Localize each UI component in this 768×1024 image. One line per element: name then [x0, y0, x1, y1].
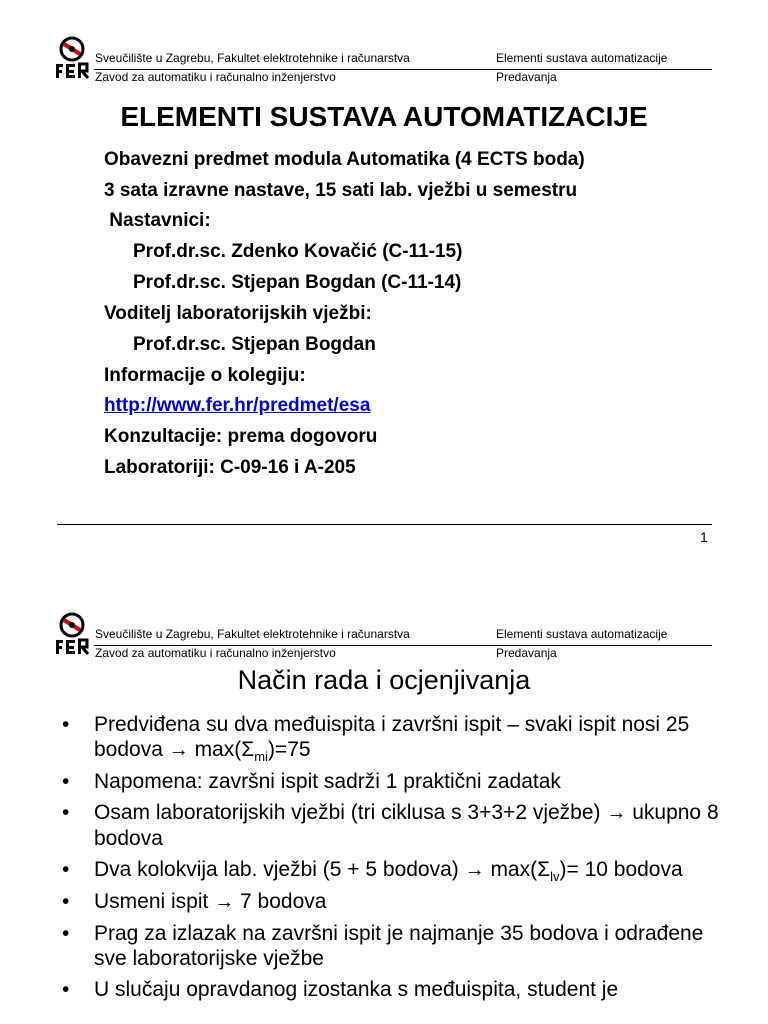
arrow-right-icon: →: [214, 891, 235, 913]
info-line: Informacije o kolegiju:: [104, 365, 306, 386]
info-line: Prof.dr.sc. Stjepan Bogdan: [133, 334, 376, 355]
bullet-icon: •: [62, 890, 70, 913]
slide-2: [0, 580, 768, 1024]
info-line: Nastavnici:: [104, 210, 211, 231]
header-department: Zavod za automatiku i računalno inženjerstvo: [95, 70, 336, 84]
bullet-icon: •: [62, 713, 70, 736]
list-item: • Predviđena su dva međuispita i završni ispit – svaki ispit nosi 25 bodova → $\max(\Sigma_{mi})=75$: [62, 713, 690, 765]
info-line: 3 sata izravne nastave, 15 sati lab. vježbi u semestru: [104, 180, 578, 201]
bullet-icon: •: [62, 922, 70, 945]
bullet-icon: •: [62, 858, 70, 881]
fer-logo-icon: [54, 612, 92, 658]
list-item: • U slučaju opravdanog izostanka s međuispita, student je: [62, 978, 619, 1001]
info-line: Prof.dr.sc. Stjepan Bogdan (C-11-14): [133, 272, 462, 293]
slide-2-title: Način rada i ocjenjivanja: [237, 665, 531, 695]
header-type: Predavanja: [496, 70, 557, 84]
slide-1-title: ELEMENTI SUSTAVA AUTOMATIZACIJE: [120, 101, 648, 132]
list-item: • Dva kolokvija lab. vježbi (5 + 5 bodova) → $\max(\Sigma_{lv})= 10$ bodova: [62, 858, 683, 885]
sigma-symbol: Σ: [241, 738, 255, 761]
bullet-icon: •: [62, 978, 70, 1001]
info-line: Obavezni predmet modula Automatika (4 ECTS boda): [104, 149, 585, 170]
footer-divider: [57, 524, 712, 525]
grading-list: [62, 712, 722, 1008]
list-item: • Prag za izlazak na završni ispit je najmanje 35 bodova i odrađene sve laboratorijske vježbe: [62, 922, 704, 970]
bullet-icon: •: [62, 801, 70, 824]
info-line: Laboratoriji: C-09-16 i A-205: [104, 457, 356, 478]
arrow-right-icon: →: [464, 859, 485, 881]
header-course: Elementi sustava automatizacije: [496, 51, 668, 65]
info-line: Konzultacije: prema dogovoru: [104, 426, 378, 447]
sigma-symbol: Σ: [537, 858, 551, 881]
header-department: Zavod za automatiku i računalno inženjerstvo: [95, 646, 336, 660]
header-institution: Sveučilište u Zagrebu, Fakultet elektrotehnike i računarstva: [95, 51, 410, 65]
header-institution: Sveučilište u Zagrebu, Fakultet elektrotehnike i računarstva: [95, 627, 410, 641]
info-line: Voditelj laboratorijskih vježbi:: [104, 303, 372, 324]
list-item: • Usmeni ispit → 7 bodova: [62, 890, 327, 913]
list-item: • Napomena: završni ispit sadrži 1 praktični zadatak: [62, 770, 561, 793]
info-line: Prof.dr.sc. Zdenko Kovačić (C-11-15): [133, 241, 463, 262]
page-number: 1: [700, 529, 708, 545]
course-link[interactable]: http://www.fer.hr/predmet/esa: [104, 395, 371, 416]
arrow-right-icon: →: [168, 739, 189, 761]
header-course: Elementi sustava automatizacije: [496, 627, 668, 641]
arrow-right-icon: →: [606, 802, 627, 824]
bullet-icon: •: [62, 770, 70, 793]
fer-logo-icon: [54, 36, 92, 82]
header-type: Predavanja: [496, 646, 557, 660]
list-item: • Osam laboratorijskih vježbi (tri ciklusa s 3+3+2 vježbe) → ukupno 8 bodova: [62, 801, 719, 850]
